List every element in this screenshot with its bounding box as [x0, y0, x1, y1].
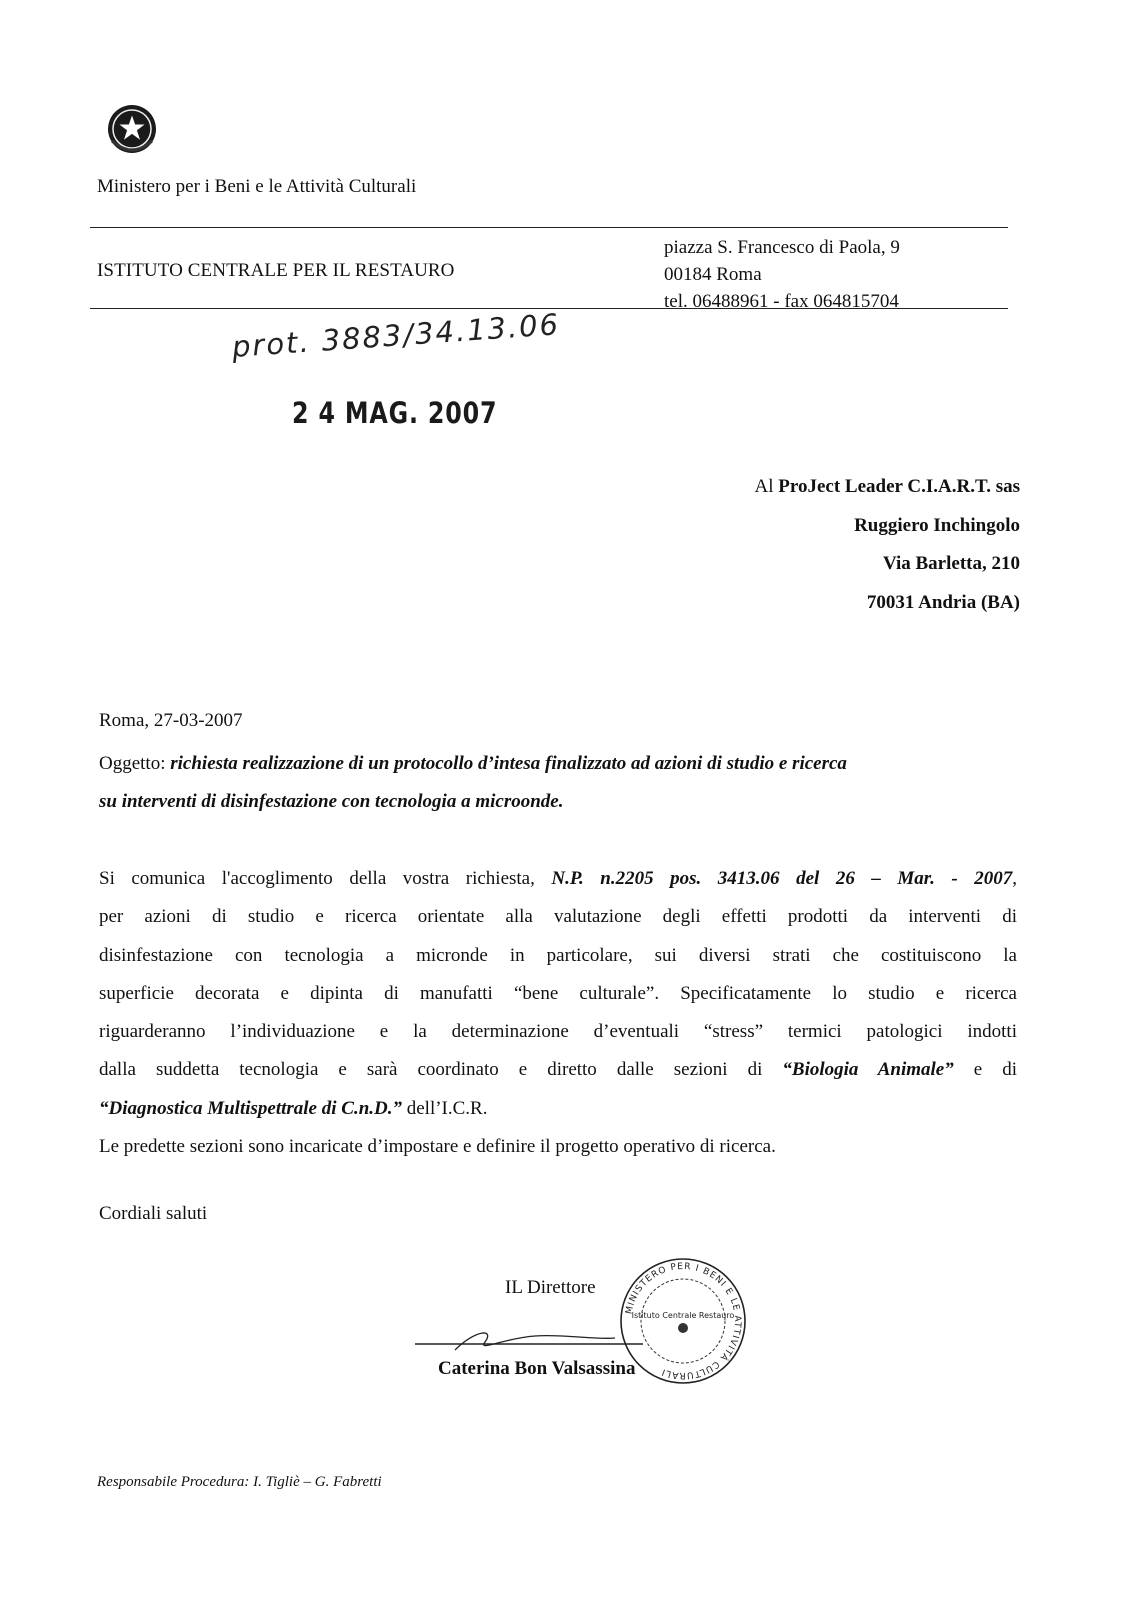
official-stamp: [618, 1256, 748, 1386]
institute-name: ISTITUTO CENTRALE PER IL RESTAURO: [97, 260, 455, 281]
ministry-name: Ministero per i Beni e le Attività Culturali: [97, 176, 417, 197]
received-date-stamp: 2 4 MAG. 2007: [292, 396, 498, 430]
italian-republic-emblem-icon: [104, 101, 160, 157]
address-phone-fax: tel. 06488961 - fax 064815704: [664, 291, 899, 312]
request-reference: N.P. n.2205 pos. 3413.06 del 26 – Mar. - 2007: [551, 868, 1013, 889]
recipient-prefix: Al: [754, 476, 774, 497]
header-rule-top: [90, 227, 1008, 228]
body-line-7: [99, 1090, 1017, 1128]
letter-body: [99, 860, 1017, 1166]
institute-address: [664, 234, 900, 315]
closing-greeting: Cordiali saluti: [99, 1203, 208, 1224]
director-title: IL Direttore: [505, 1277, 596, 1298]
stamp-inner-text: Istituto Centrale Restauro: [631, 1311, 735, 1320]
address-city: 00184 Roma: [664, 264, 762, 285]
subject-label: Oggetto:: [99, 753, 166, 774]
subject-block: [99, 745, 1019, 821]
recipient-name: Ruggiero Inchingolo: [854, 515, 1020, 536]
recipient-company: ProJect Leader C.I.A.R.T. sas: [778, 476, 1020, 497]
address-street: piazza S. Francesco di Paola, 9: [664, 237, 900, 258]
body-line-4: superficie decorata e dipinta di manufatti “bene culturale”. Specificatamente lo studio e ricerca: [99, 982, 1017, 1004]
director-name: Caterina Bon Valsassina: [438, 1358, 636, 1379]
section-diagnostica: “Diagnostica Multispettrale di C.n.D.”: [99, 1097, 402, 1119]
body-line-3: disinfestazione con tecnologia a micronde in particolare, sui diversi strati che costituiscono la: [99, 944, 1017, 966]
recipient-street: Via Barletta, 210: [882, 553, 1020, 574]
svg-text:MINISTERO PER I BENI E LE ATTI: [624, 1262, 742, 1380]
body-line-6: [99, 1051, 1017, 1089]
body-line-2: per azioni di studio e ricerca orientate alla valutazione degli effetti prodotti da interventi di: [99, 906, 1017, 928]
recipient-line-1: [755, 476, 1020, 498]
handwritten-protocol-number: prot. 3883/34.13.06: [230, 307, 561, 364]
subject-text-line-2: su interventi di disinfestazione con tecnologia a microonde.: [99, 791, 564, 812]
body-text: ,: [1012, 868, 1018, 889]
body-text: Si comunica l'accoglimento della vostra richiesta,: [99, 868, 552, 889]
body-line-5: riguarderanno l’individuazione e la determinazione d’eventuali “stress” termici patologici indotti: [99, 1021, 1017, 1043]
recipient-city: 70031 Andria (BA): [866, 592, 1020, 613]
place-date: Roma, 27-03-2007: [99, 710, 243, 731]
section-biologia-animale: “Biologia Animale”: [782, 1059, 954, 1081]
stamp-outer-text: MINISTERO PER I BENI E LE ATTIVITÀ CULTURALI: [624, 1261, 743, 1381]
footer-responsible: Responsabile Procedura: I. Tigliè – G. Fabretti: [97, 1474, 382, 1490]
body-text: dell’I.C.R.: [401, 1097, 488, 1119]
subject-text-line-1: richiesta realizzazione di un protocollo d’intesa finalizzato ad azioni di studio e ricerca: [170, 753, 847, 774]
body-line-8: Le predette sezioni sono incaricate d’impostare e definire il progetto operativo di ricerca.: [99, 1136, 776, 1158]
body-text: dalla suddetta tecnologia e sarà coordinato e diretto dalle sezioni di: [99, 1059, 783, 1081]
body-line-1: [99, 860, 1017, 898]
body-text: e di: [953, 1059, 1017, 1081]
